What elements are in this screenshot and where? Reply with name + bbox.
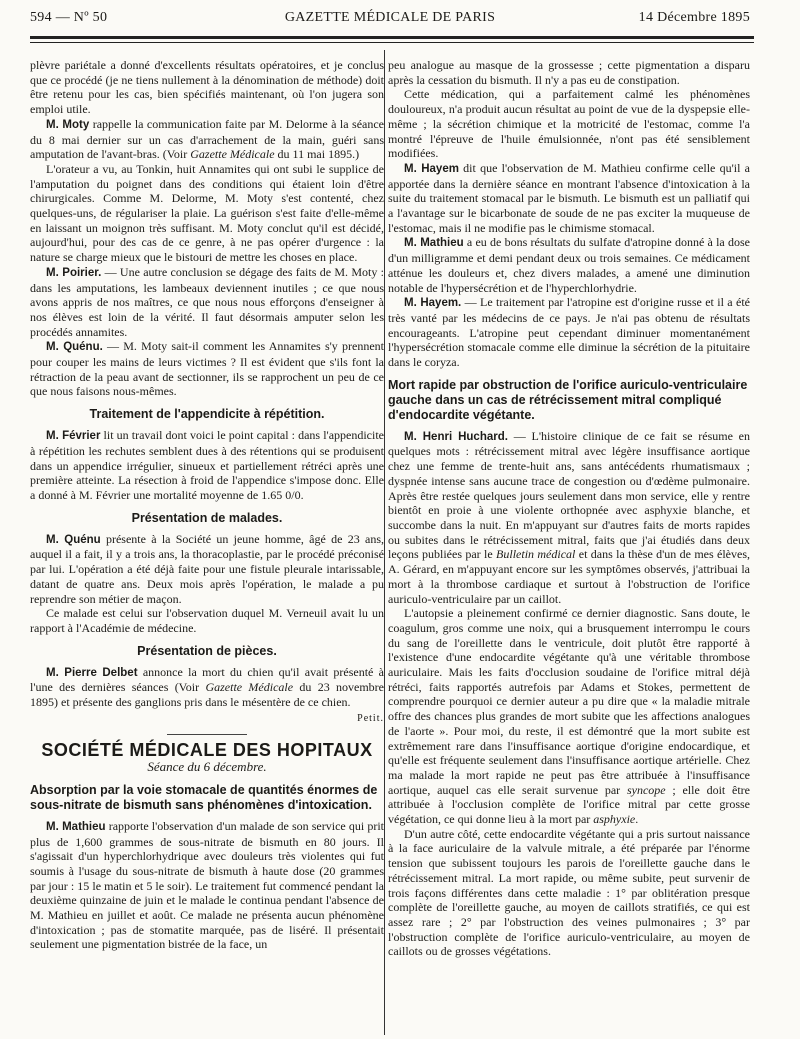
running-header [30,10,750,32]
paragraph: M. Henri Huchard. — L'histoire clinique de ce fait se résume en quelques mots : rétrécissement mitral avec légère insuffisance aortique chez une femme de trente-huit ans, sans antécédents rhumatismaux ; dyspnée intense sans aucune trace de congestion ou d'œdème pulmonaire. Après être restée quelques jours seulement dans mon service, elle y rentre bientôt en proie à une violente orthopnée avec asphyxie blanche, et succombe dans la nuit. En m'appuyant sur d'autres faits de morts rapides ou subites dans le rétrécissement mitral, faits que j'ai étudiés dans deux leçons publiées par le Bulletin médical et dans la thèse d'un de mes élèves, A. Gérard, en m'appuyant encore sur les symptômes observés, j'attribuai la mort à la thrombose cardiaque et surtout à l'obstruction de l'orifice auriculo-ventriculaire par un caillot. [388,428,750,606]
paragraph: M. Poirier. — Une autre conclusion se dégage des faits de M. Moty : dans les amputations, les lambeaux deviennent inutiles ; ce que nous avons appris de nos maîtres, ce que nous nous efforçons d'enseigner à nos élèves est loin de la vérité. Il faut désormais amputer selon les procédés annamites. [30,264,384,339]
speaker-name: M. Février [46,430,101,443]
paragraph: M. Quénu présente à la Société un jeune homme, âgé de 23 ans, auquel il a fait, il y a trois ans, la thoracoplastie, par le procédé préconisé par lui. L'opération a été déjà faite pour une fistule pleurale intarissable, datant de quatre ans. Deux mois après l'opération, le malade a pu reprendre son métier de maçon. [30,531,384,606]
section-heading: Traitement de l'appendicite à répétition. [89,407,325,422]
section-heading: Mort rapide par obstruction de l'orifice auriculo-ventriculaire gauche dans un cas de rétrécissement mitral compliqué d'endocardite végétante. [388,377,748,422]
issue-date: 14 Décembre 1895 [638,10,750,25]
author-signature: Petit. [357,712,384,724]
section-heading: Présentation de pièces. [137,643,277,658]
paragraph: M. Février lit un travail dont voici le point capital : dans l'appendicite à répétition les rechutes semblent dues à des rétentions qui se produisent dans un appendice irrégulier, sinueux et partiellement rétréci après une première atteinte. La résection à froid de l'appendice s'impose donc. Elle a donné à M. Février une mortalité moyenne de 1.65 0/0. [30,428,384,502]
paragraph: peu analogue au masque de la grossesse ; cette pigmentation a disparu après la cessation du bismuth. Il n'y a pas eu de constipation. [388,58,750,87]
paragraph: L'autopsie a pleinement confirmé ce dernier diagnostic. Sans doute, le coagulum, gros comme une noix, qui a brusquement interrompu le cours du sang de l'oreillette dans le ventricule, doit plutôt être rapporté à l'existence d'une endocardite végétante qu'à une véritable thrombose auriculaire. Mais les faits d'occlusion soudaine de l'orifice mitral déjà rétréci, faits rapportés autrefois par Adams et Stokes, permettent de comprendre pourquoi ce dernier auteur a pu dire que « la maladie mitrale offre des chances plus grandes de mort subite que les affections analogues de l'aorte ». Pour moi, du reste, il est démontré que la mort subite est extrêmement rare dans l'insuffisance aortique d'origine endocardique, et qu'elle est fréquente seulement dans l'insuffisance aortique artérielle. Chez ma malade la mort rapide ne peut pas être attribuée à l'insuffisance aortique, auquel cas elle serait survenue par syncope ; elle doit être attribuée à l'occlusion complète de l'orifice mitral par cette grosse végétation, ce qui donne lieu à la mort par asphyxie. [388,606,750,827]
right-column [388,58,750,1033]
section-divider [167,734,247,735]
speaker-name: M. Pierre Delbet [46,666,138,679]
speaker-name: M. Henri Huchard. [404,430,508,443]
column-divider [384,50,385,1035]
section-heading: Présentation de malades. [131,510,283,525]
paragraph: M. Quénu. — M. Moty sait-il comment les Annamites s'y prennent pour couper les mains de leurs victimes ? Il est évident que s'ils font la rétraction de la peau avant de sectionner, ils se rapprochent un peu de ce que nous faisons nous-mêmes. [30,339,384,399]
paragraph: Ce malade est celui sur l'observation duquel M. Verneuil avait lu un rapport à l'Académie de médecine. [30,606,384,635]
paragraph: plèvre pariétale a donné d'excellents résultats opératoires, et je conclus que ce procédé (je ne tiens nullement à la dénomination de méthode) doit être retenu pour les cas, bien spécifiés maintenant, où l'on jugera son emploi utile. [30,58,384,117]
speaker-name: M. Mathieu [404,237,464,250]
page-number: 594 — Nº 50 [30,10,108,25]
paragraph: D'un autre côté, cette endocardite végétante qui a pris surtout naissance à la face auriculaire de la valvule mitrale, a été préparée par l'énorme tension que subissent toujours les parois de l'oreillette gauche dans le rétrécissement mitral. La mort rapide, ou même subite, peut survenir de trois façons différentes dans cette maladie : 1° par oblitération presque complète de l'oreillette gauche, au moyen de caillots stratifiés, ce qui est assez rare ; 2° par l'obstruction des veines pulmonaires ; 3° par l'obstruction complète de l'orifice auriculo-ventriculaire, au moyen de caillots ou de grosses végétations. [388,826,750,959]
paragraph: Cette médication, qui a parfaitement calmé les phénomènes douloureux, n'a produit aucun résultat au point de vue de la dyspepsie elle-même ; la sécrétion chimique et la motricité de l'estomac, comme l'a montré l'épreuve de l'huile émulsionnée, n'ont pas été sensiblement modifiées. [388,87,750,161]
paragraph: M. Moty rappelle la communication faite par M. Delorme à la séance du 8 mai dernier sur un cas d'arrachement de la main, guéri sans amputation de l'avant-bras. (Voir Gazette Médicale du 11 mai 1895.) [30,116,384,162]
paragraph: M. Hayem. — Le traitement par l'atropine est d'origine russe et il a été très vanté par les médecins de ce pays. Je n'ai pas obtenu de résultats encourageants. L'atropine peut cependant diminuer momentanément l'hypersécrétion stomacale comme elle diminue la sécrétion de la pituitaire dans le coryza. [388,295,750,370]
section-heading: Absorption par la voie stomacale de quantités énormes de sous-nitrate de bismuth sans phénomènes d'intoxication. [30,782,378,812]
session-date: Séance du 6 décembre. [147,759,267,775]
paragraph: M. Pierre Delbet annonce la mort du chien qu'il avait présenté à l'une des dernières séances (Voir Gazette Médicale du 23 novembre 1895) et présente des ganglions pris dans le mésentère de ce chien. [30,664,384,710]
speaker-name: M. Quénu [46,533,101,546]
left-column [30,58,384,1033]
speaker-name: M. Hayem [404,162,459,175]
paragraph: M. Hayem dit que l'observation de M. Mathieu confirme celle qu'il a apportée dans la dernière séance en montrant l'absence d'intoxication à la suite du traitement stomacal par le bismuth. Le bismuth est un palliatif qui a l'avantage sur le bicarbonate de soude de ne pas exciter la muqueuse de l'estomac, mais il ne modifie pas le chimisme stomacal. [388,160,750,235]
journal-title: GAZETTE MÉDICALE DE PARIS [284,10,496,25]
header-rule-thick [30,36,754,39]
speaker-name: M. Mathieu [46,820,106,833]
paragraph: M. Mathieu a eu de bons résultats du sulfate d'atropine donné à la dose d'un milligramme et demi pendant deux ou trois semaines. Ce médicament atténue les douleurs et, chez divers malades, a amené une diminution notable de l'hypersécrétion et de l'hyperchlorhydrie. [388,235,750,295]
paragraph: L'orateur a vu, au Tonkin, huit Annamites qui ont subi le supplice de l'amputation du poignet dans des conditions qui étaient loin d'être chirurgicales. Comme M. Delorme, M. Moty s'est contenté, chez quelques-uns, de régulariser la plaie. La guérison s'est faite d'elle-même en laissant un moignon très suffisant. M. Moty conclut qu'il est décidé, aujourd'hui, pour des cas de ce genre, à ne pas opérer d'urgence : la nature se charge mieux que le bistouri de mettre les choses en place. [30,161,384,265]
speaker-name: M. Quénu. [46,341,103,354]
society-title: SOCIÉTÉ MÉDICALE DES HOPITAUX [41,740,373,761]
speaker-name: M. Moty [46,118,90,131]
speaker-name: M. Hayem. [404,297,462,310]
header-rule-thin [30,42,754,43]
speaker-name: M. Poirier. [46,266,102,279]
paragraph: M. Mathieu rapporte l'observation d'un malade de son service qui prit plus de 1,600 grammes de sous-nitrate de bismuth en 80 jours. Il s'agissait d'un hyperchlorhydrique avec douleurs très violentes qui fut soumis à l'usage du sous-nitrate de bismuth à haute dose (20 grammes par jour : 15 le matin et 5 le soir). Le traitement fut commencé pendant la deuxième quinzaine de juin et le malade le continua pendant l'absence de M. Mathieu en juillet et août. Ce malade ne présenta aucun phénomène d'intoxication ; pas de stomatite marquée, pas de liséré. Il présentait seulement une pigmentation bistrée de la face, un [30,818,384,952]
